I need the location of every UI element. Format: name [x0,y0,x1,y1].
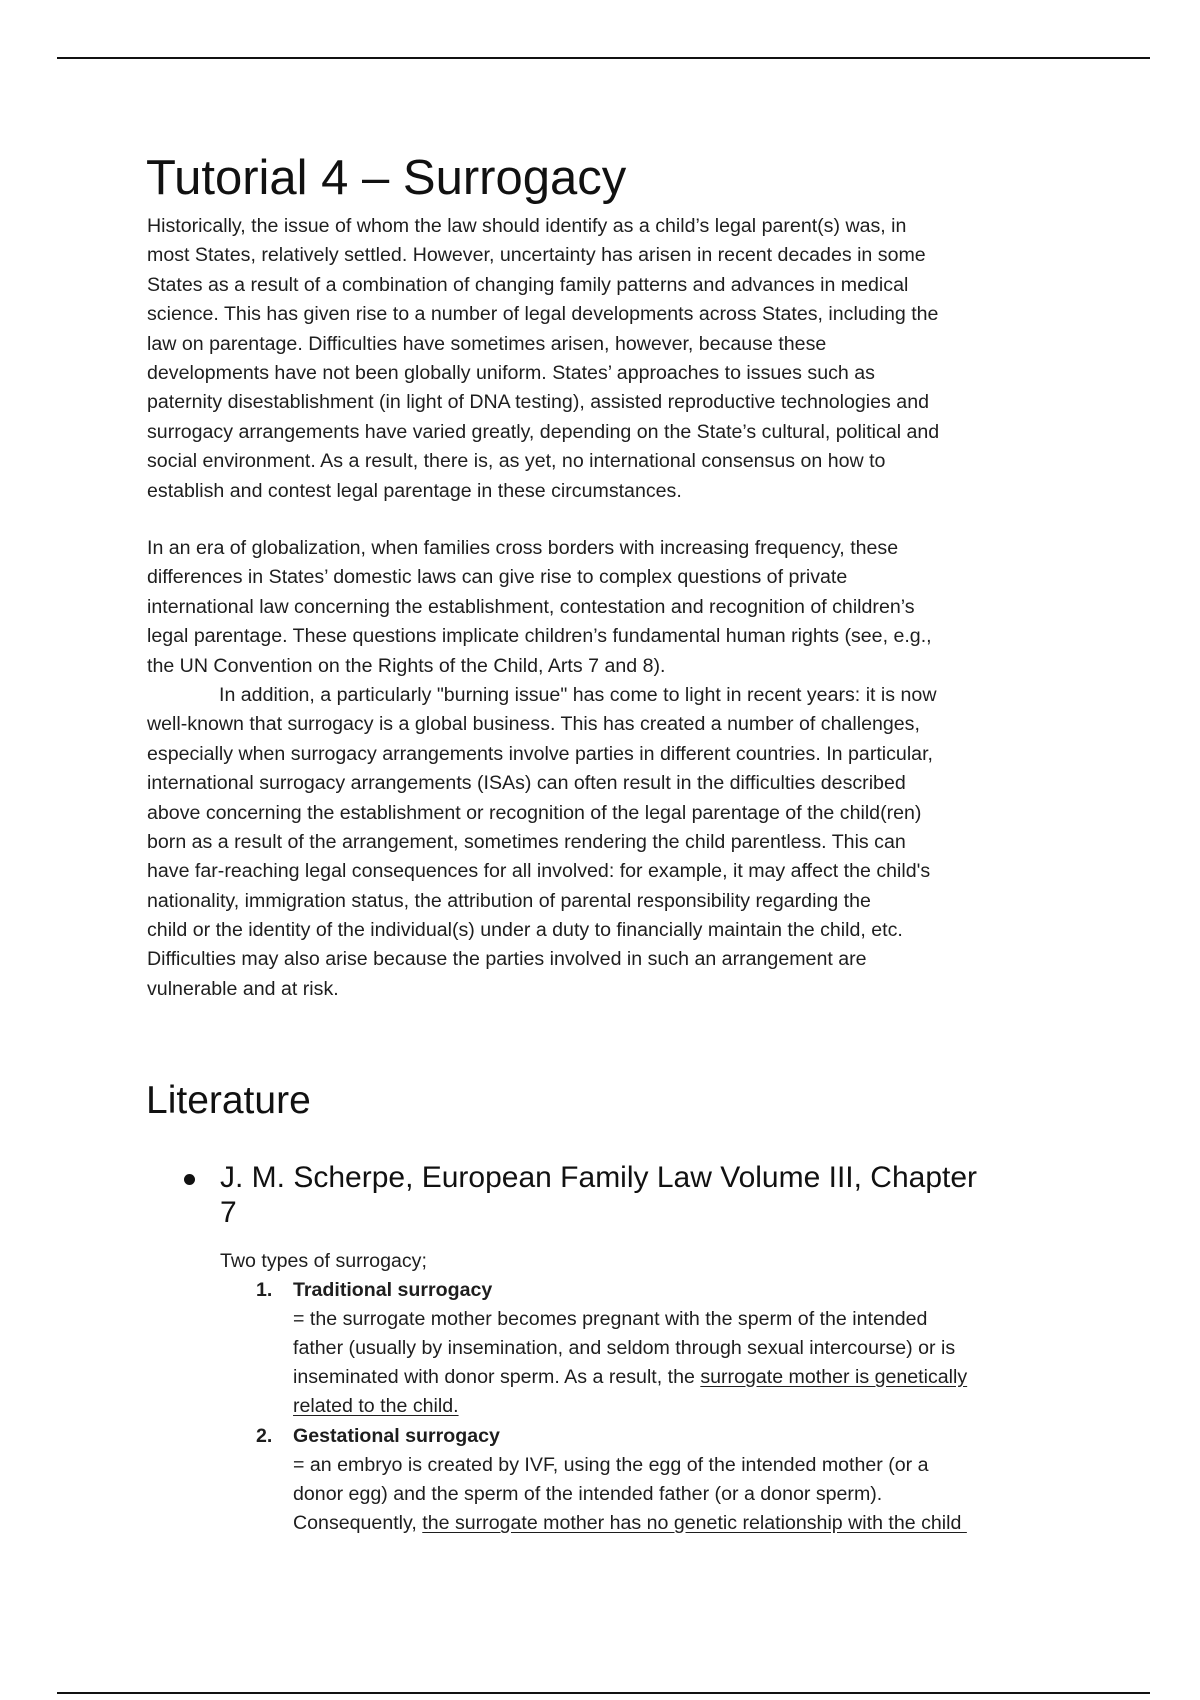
list-item-gestational [220,1422,1120,1542]
text-line: Difficulties may also arise because the parties involved in such an arrangement are [147,948,867,971]
types-intro: Two types of surrogacy; [220,1250,427,1272]
text-line: international surrogacy arrangements (ISAs) can often result in the difficulties described [147,772,906,795]
page-title: Tutorial 4 – Surrogacy [146,151,627,205]
top-rule [57,57,1150,59]
underlined-text: related to the child. [293,1395,459,1417]
text-span: Consequently, [293,1512,423,1534]
text-line: especially when surrogacy arrangements involve parties in different countries. In particular, [147,742,933,765]
underlined-text: the surrogate mother has no genetic relationship with the child [422,1512,967,1534]
text-line [293,1509,967,1538]
literature-heading: Literature [146,1079,311,1122]
text-line: law on parentage. Difficulties have sometimes arisen, however, because these [147,332,827,355]
text-line: surrogacy arrangements have varied greatly, depending on the State’s cultural, political and [147,420,940,443]
list-number: 2. [256,1425,273,1447]
text-line: above concerning the establishment or recognition of the legal parentage of the child(ren) [147,801,922,824]
text-line: international law concerning the establishment, contestation and recognition of children’s [147,595,915,618]
text-line: social environment. As a result, there is, as yet, no international consensus on how to [147,450,886,473]
text-line: developments have not been globally uniform. States’ approaches to issues such as [147,361,875,384]
text-span: inseminated with donor sperm. As a result, the [293,1366,701,1388]
text-line: the UN Convention on the Rights of the Child, Arts 7 and 8). [147,654,666,677]
list-number: 1. [256,1279,273,1301]
list-item-title: Gestational surrogacy [293,1425,500,1447]
bullet-icon [184,1174,195,1185]
bottom-rule [57,1692,1150,1694]
text-line: have far-reaching legal consequences for all involved: for example, it may affect the child's [147,860,931,883]
text-line: born as a result of the arrangement, sometimes rendering the child parentless. This can [147,830,906,853]
text-line: = the surrogate mother becomes pregnant with the sperm of the intended [293,1308,928,1330]
text-line: most States, relatively settled. However, uncertainty has arisen in recent decades in some [147,244,926,267]
text-line: States as a result of a combination of changing family patterns and advances in medical [147,273,909,296]
paragraph-globalization [147,534,936,1004]
list-item-title: Traditional surrogacy [293,1279,493,1301]
underlined-text: surrogate mother is genetically [700,1366,968,1388]
text-line: child or the identity of the individual(s) under a duty to financially maintain the child, etc. [147,919,903,942]
literature-reference [220,1160,977,1230]
text-line: science. This has given rise to a number of legal developments across States, including the [147,303,939,326]
text-line: vulnerable and at risk. [147,977,339,1000]
surrogacy-types [220,1247,968,1534]
text-line: In an era of globalization, when families cross borders with increasing frequency, these [147,537,899,559]
text-line: well-known that surrogacy is a global business. This has created a number of challenges, [147,713,920,736]
text-line [293,1392,967,1421]
text-line: Historically, the issue of whom the law should identify as a child’s legal parent(s) was, in [147,215,907,237]
text-line: differences in States’ domestic laws can give rise to complex questions of private [147,566,848,589]
text-line: establish and contest legal parentage in these circumstances. [147,479,682,502]
paragraph-history [147,212,939,506]
text-line: = an embryo is created by IVF, using the egg of the intended mother (or a [293,1454,929,1476]
text-line: father (usually by insemination, and seldom through sexual intercourse) or is [293,1337,956,1359]
text-line [293,1363,967,1392]
text-line: donor egg) and the sperm of the intended father (or a donor sperm). [293,1483,883,1505]
reference-line: 7 [220,1196,237,1229]
text-line: In addition, a particularly "burning issue" has come to light in recent years: it is now [219,683,937,706]
text-line: legal parentage. These questions implicate children’s fundamental human rights (see, e.g., [147,625,932,648]
text-line: nationality, immigration status, the attribution of parental responsibility regarding the [147,889,871,912]
reference-line: J. M. Scherpe, European Family Law Volume III, Chapter [220,1161,978,1194]
text-line: paternity disestablishment (in light of DNA testing), assisted reproductive technologies and [147,391,929,414]
list-item-traditional [220,1276,1120,1426]
